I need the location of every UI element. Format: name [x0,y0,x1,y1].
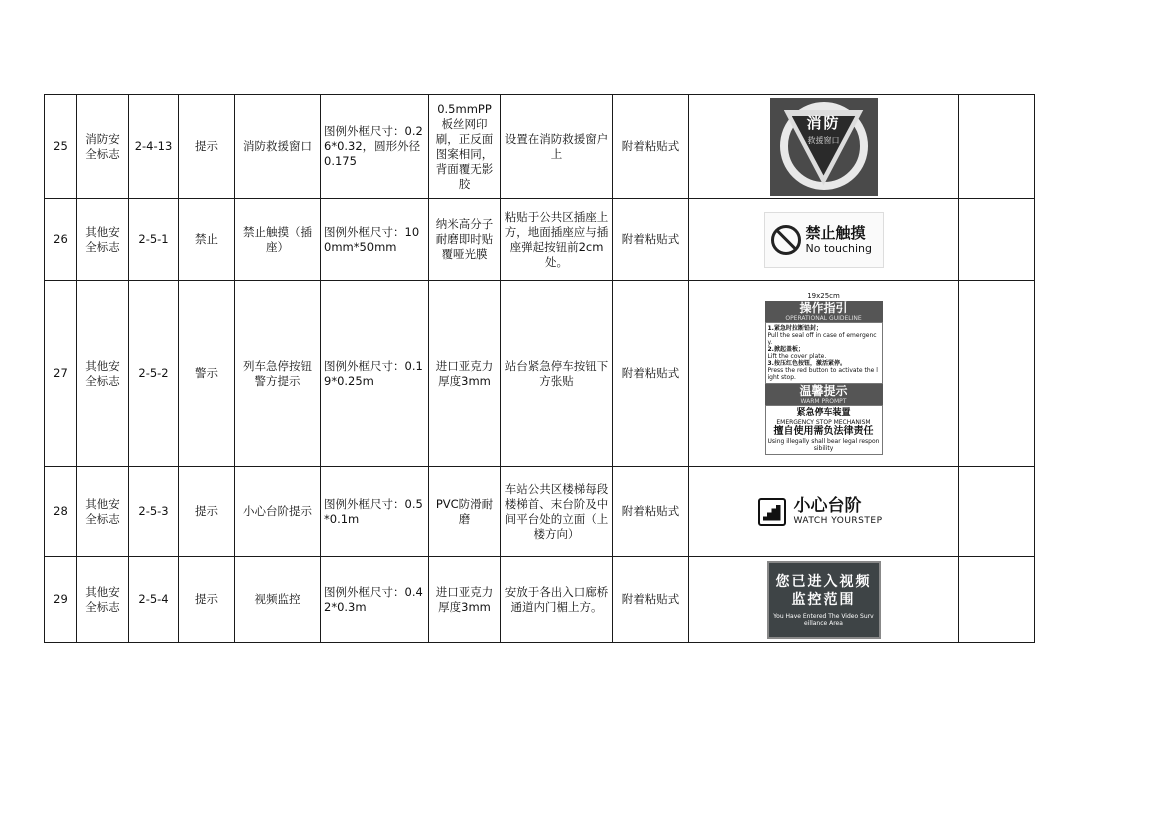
step-line: 2.掀起盖板； [767,346,804,353]
warm-prompt-en: WARM PROMPT [765,398,883,405]
warm-prompt-body [765,405,883,455]
sign-subtitle: You Have Entered The Video Surveillance Area [773,612,874,627]
sign-size: 图例外框尺寸：100mm*50mm [321,199,429,281]
operation-guide-sign [765,292,883,455]
table-row [45,95,1035,199]
row-number: 26 [45,199,77,281]
sign-steps [765,322,883,384]
sign-material: PVC防滑耐磨 [429,467,501,557]
sign-size: 图例外框尺寸：0.19*0.25m [321,281,429,467]
step-line: 1.紧急时拉断铅封； [767,325,822,332]
sign-category: 其他安全标志 [77,281,129,467]
row-number: 29 [45,557,77,643]
no-touching-sign [764,212,884,268]
sign-name: 小心台阶提示 [235,467,321,557]
watch-step-sign [758,490,890,534]
sign-image-cell [689,281,959,467]
sign-name: 列车急停按钮警方提示 [235,281,321,467]
sign-type: 禁止 [179,199,235,281]
sign-image-cell [689,95,959,199]
sign-name: 禁止触摸（插座） [235,199,321,281]
sign-title: 禁止触摸 [805,224,866,242]
install-method: 附着粘贴式 [613,281,689,467]
sign-position: 设置在消防救援窗户上 [501,95,613,199]
sign-image-cell [689,199,959,281]
sign-title: 操作指引 [765,301,883,315]
sign-category: 其他安全标志 [77,557,129,643]
remark [959,281,1035,467]
sign-code: 2-5-2 [129,281,179,467]
row-number: 25 [45,95,77,199]
sign-category: 消防安全标志 [77,95,129,199]
sign-position: 粘贴于公共区插座上方，地面插座应与插座弹起按钮前2cm 处。 [501,199,613,281]
step-line: Lift the cover plate. [767,353,827,360]
device-label: 紧急停车装置 [796,408,851,418]
sign-title-en: OPERATIONAL GUIDELINE [765,315,883,322]
sign-subtitle: WATCH YOURSTEP [793,516,883,526]
step-line: Press the red button to activate the light stop. [767,367,878,381]
sign-size: 图例外框尺寸：0.42*0.3m [321,557,429,643]
fire-rescue-window-sign-icon [770,98,878,196]
sign-name: 消防救援窗口 [235,95,321,199]
sign-type: 提示 [179,467,235,557]
row-number: 27 [45,281,77,467]
remark [959,95,1035,199]
table-row [45,467,1035,557]
law-label-en: Using illegally shall bear legal responsibility [767,438,880,452]
table-row [45,557,1035,643]
sign-subtitle: No touching [805,242,872,255]
sign-position: 车站公共区楼梯每段楼梯首、末台阶及中间平台处的立面（上楼方向） [501,467,613,557]
install-method: 附着粘贴式 [613,557,689,643]
sign-title: 消防 [806,113,841,132]
warm-prompt-title: 温馨提示 [765,384,883,398]
sign-image-cell [689,467,959,557]
sign-image-cell [689,557,959,643]
stairs-icon [758,498,786,526]
sign-spec-table [44,94,1035,643]
sign-position: 安放于各出入口廊桥通道内门楣上方。 [501,557,613,643]
surveillance-sign [767,561,881,639]
install-method: 附着粘贴式 [613,95,689,199]
sign-material: 纳米高分子耐磨即时贴覆哑光膜 [429,199,501,281]
sign-size: 图例外框尺寸：0.26*0.32，圆形外径0.175 [321,95,429,199]
install-method: 附着粘贴式 [613,467,689,557]
table-row [45,199,1035,281]
sign-type: 警示 [179,281,235,467]
no-touching-icon [771,225,801,255]
sign-size: 图例外框尺寸：0.5*0.1m [321,467,429,557]
device-label-en: EMERGENCY STOP MECHANISM [776,419,871,426]
row-number: 28 [45,467,77,557]
remark [959,467,1035,557]
remark [959,557,1035,643]
sign-title: 您已进入视频监控范围 [775,573,872,608]
sign-type: 提示 [179,95,235,199]
sign-code: 2-5-1 [129,199,179,281]
step-line: 3.按压红色按钮，激活紧停。 [767,360,846,367]
law-label: 擅自使用需负法律责任 [773,426,874,437]
sign-code: 2-5-4 [129,557,179,643]
sign-code: 2-5-3 [129,467,179,557]
install-method: 附着粘贴式 [613,199,689,281]
sign-subtitle: 救援窗口 [807,135,840,145]
sign-material: 0.5mmPP板丝网印刷，正反面图案相同，背面覆无影胶 [429,95,501,199]
sign-code: 2-4-13 [129,95,179,199]
sign-material: 进口亚克力厚度3mm [429,281,501,467]
sign-material: 进口亚克力厚度3mm [429,557,501,643]
remark [959,199,1035,281]
sign-title: 小心台阶 [793,496,862,516]
sign-category: 其他安全标志 [77,199,129,281]
sign-position: 站台紧急停车按钮下方张贴 [501,281,613,467]
step-line: Pull the seal off in case of emergency. [767,332,877,346]
table-row [45,281,1035,467]
sign-category: 其他安全标志 [77,467,129,557]
sign-name: 视频监控 [235,557,321,643]
sign-size-label: 19x25cm [807,292,840,300]
sign-type: 提示 [179,557,235,643]
